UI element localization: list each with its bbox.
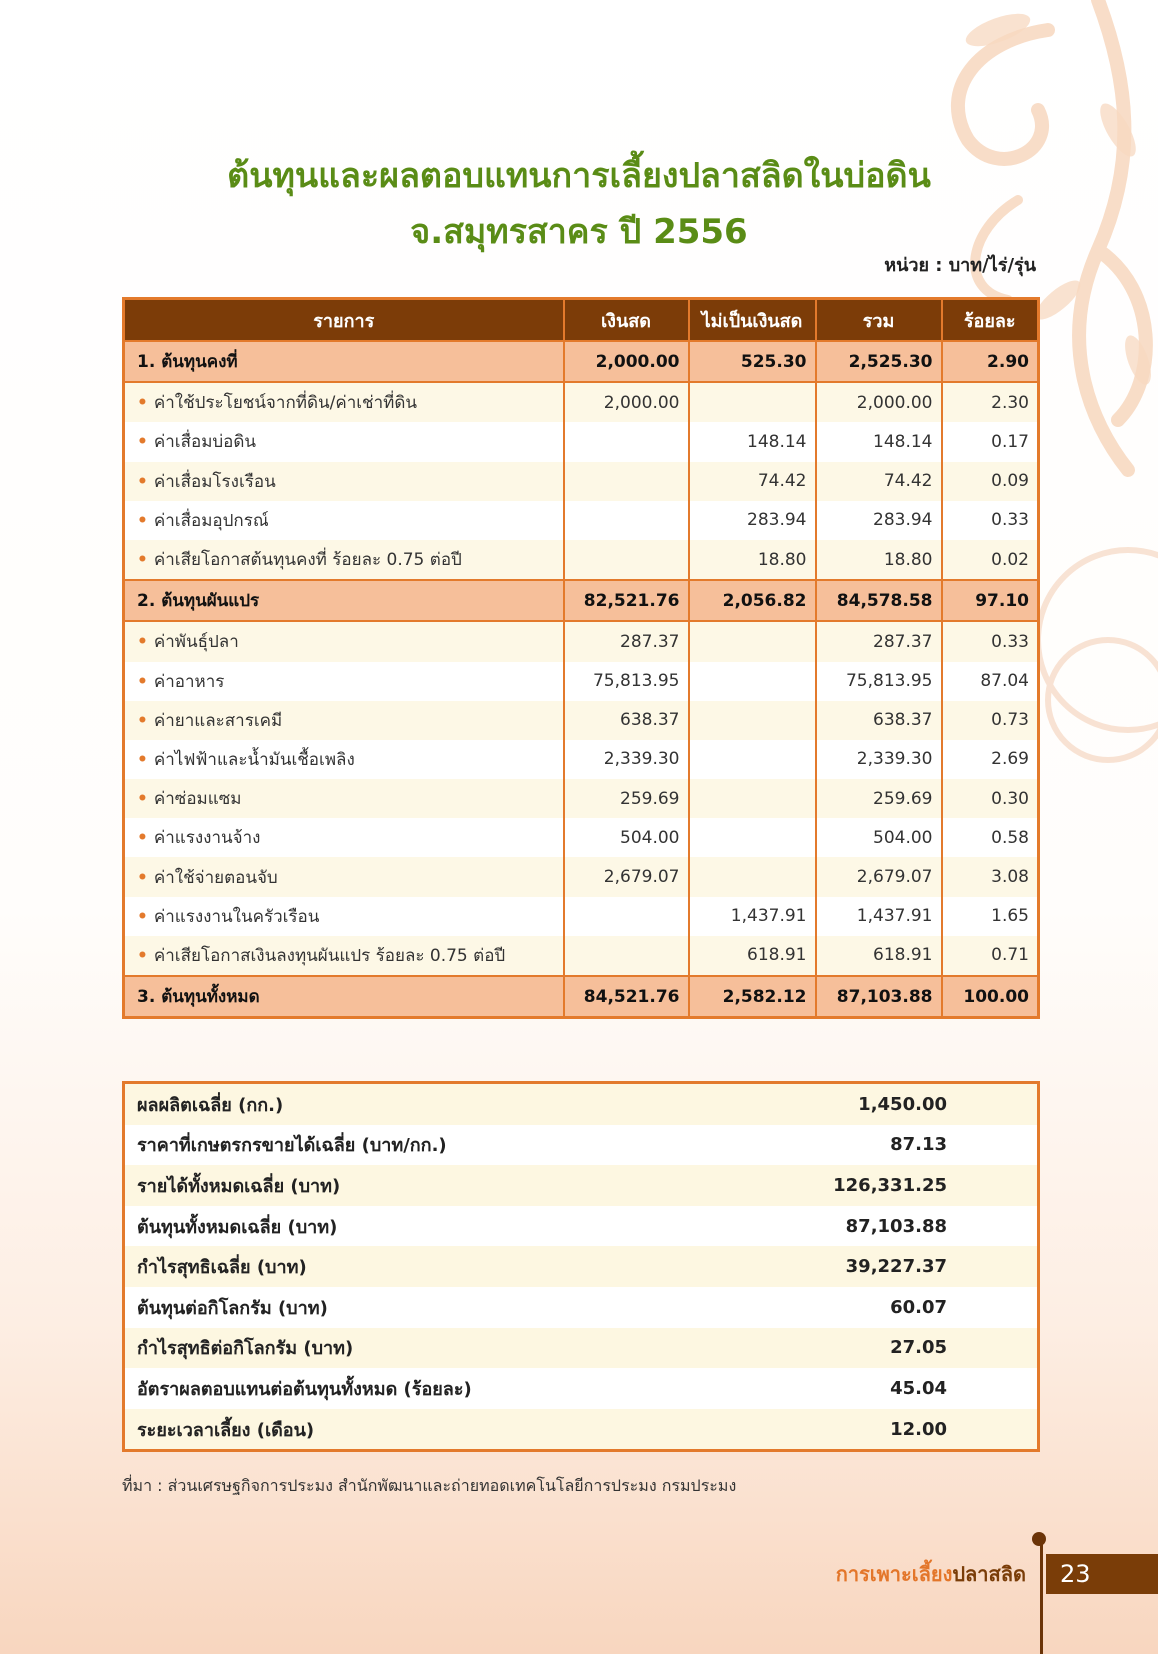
cell-percent: 2.69 <box>942 740 1039 779</box>
cell-percent: 0.17 <box>942 422 1039 461</box>
bullet-icon: • <box>137 632 148 653</box>
bullet-icon: • <box>137 432 148 453</box>
cell-cash: 287.37 <box>564 621 689 661</box>
cell-percent: 2.30 <box>942 382 1039 422</box>
summary-row <box>124 1368 1039 1409</box>
cell-cash: 2,339.30 <box>564 740 689 779</box>
header-cash: เงินสด <box>564 299 689 342</box>
summary-label: ผลผลิตเฉลี่ย (กก.) <box>124 1083 744 1125</box>
cell-percent: 97.10 <box>942 580 1039 621</box>
summary-value: 12.00 <box>744 1409 1039 1451</box>
summary-row <box>124 1165 1039 1206</box>
cell-cash: 75,813.95 <box>564 662 689 701</box>
bullet-icon: • <box>137 710 148 731</box>
cell-cash <box>564 462 689 501</box>
cell-noncash: 2,582.12 <box>689 976 816 1018</box>
row-label: • ค่าเสื่อมอุปกรณ์ <box>124 501 564 540</box>
header-percent: ร้อยละ <box>942 299 1039 342</box>
summary-row <box>124 1409 1039 1451</box>
cell-total: 75,813.95 <box>816 662 942 701</box>
cell-total: 74.42 <box>816 462 942 501</box>
bullet-icon: • <box>137 789 148 810</box>
bullet-icon: • <box>137 828 148 849</box>
summary-value: 87.13 <box>744 1125 1039 1166</box>
section-label: 3. ต้นทุนทั้งหมด <box>124 976 564 1018</box>
cell-cash <box>564 540 689 580</box>
cell-total: 2,000.00 <box>816 382 942 422</box>
title-line-1: ต้นทุนและผลตอบแทนการเลี้ยงปลาสลิดในบ่อดิน <box>227 156 931 196</box>
cell-percent: 87.04 <box>942 662 1039 701</box>
row-label: • ค่าใช้จ่ายตอนจับ <box>124 857 564 896</box>
summary-row <box>124 1083 1039 1125</box>
summary-label: กำไรสุทธิต่อกิโลกรัม (บาท) <box>124 1328 744 1369</box>
row-label: • ค่าเสื่อมโรงเรือน <box>124 462 564 501</box>
summary-label: ต้นทุนต่อกิโลกรัม (บาท) <box>124 1287 744 1328</box>
cell-noncash: 283.94 <box>689 501 816 540</box>
cell-total: 148.14 <box>816 422 942 461</box>
bullet-icon: • <box>137 906 148 927</box>
row-label: • ค่าไฟฟ้าและน้ำมันเชื้อเพลิง <box>124 740 564 779</box>
footer-title-prefix: การเพาะเลี้ยง <box>835 1562 953 1586</box>
cell-total: 2,339.30 <box>816 740 942 779</box>
cell-total: 87,103.88 <box>816 976 942 1018</box>
row-label: • ค่าเสียโอกาสเงินลงทุนผันแปร ร้อยละ 0.75 ต่อปี <box>124 936 564 976</box>
summary-value: 87,103.88 <box>744 1206 1039 1247</box>
source-note: ที่มา : ส่วนเศรษฐกิจการประมง สำนักพัฒนาและถ่ายทอดเทคโนโลยีการประมง กรมประมง <box>122 1476 737 1495</box>
row-label: • ค่าแรงงานในครัวเรือน <box>124 897 564 936</box>
summary-row <box>124 1206 1039 1247</box>
summary-row <box>124 1246 1039 1287</box>
cell-noncash <box>689 857 816 896</box>
table-row <box>124 936 1039 976</box>
table-row <box>124 818 1039 857</box>
cell-cash: 84,521.76 <box>564 976 689 1018</box>
section-row-total-cost <box>124 976 1039 1018</box>
table-row <box>124 740 1039 779</box>
cell-noncash: 148.14 <box>689 422 816 461</box>
cell-total: 287.37 <box>816 621 942 661</box>
cell-noncash <box>689 818 816 857</box>
cell-noncash <box>689 662 816 701</box>
table-row <box>124 540 1039 580</box>
summary-table <box>122 1081 1040 1452</box>
summary-label: กำไรสุทธิเฉลี่ย (บาท) <box>124 1246 744 1287</box>
table-row <box>124 621 1039 661</box>
cell-total: 2,679.07 <box>816 857 942 896</box>
cell-cash: 2,679.07 <box>564 857 689 896</box>
cell-total: 283.94 <box>816 501 942 540</box>
cell-noncash <box>689 740 816 779</box>
header-noncash: ไม่เป็นเงินสด <box>689 299 816 342</box>
table-row <box>124 382 1039 422</box>
summary-value: 60.07 <box>744 1287 1039 1328</box>
page-number: 23 <box>1046 1554 1158 1594</box>
cell-noncash: 525.30 <box>689 341 816 382</box>
cell-cash: 82,521.76 <box>564 580 689 621</box>
cost-table <box>122 297 1040 1019</box>
cell-noncash <box>689 779 816 818</box>
cell-noncash: 18.80 <box>689 540 816 580</box>
cell-noncash: 2,056.82 <box>689 580 816 621</box>
cell-noncash <box>689 701 816 740</box>
cell-percent: 0.09 <box>942 462 1039 501</box>
bullet-icon: • <box>137 749 148 770</box>
cell-percent: 0.33 <box>942 621 1039 661</box>
row-label: • ค่าเสียโอกาสต้นทุนคงที่ ร้อยละ 0.75 ต่อปี <box>124 540 564 580</box>
table-row <box>124 422 1039 461</box>
summary-row <box>124 1287 1039 1328</box>
footer-divider <box>1040 1538 1043 1654</box>
cell-percent: 0.02 <box>942 540 1039 580</box>
section-row-variable-cost <box>124 580 1039 621</box>
cell-cash: 259.69 <box>564 779 689 818</box>
cell-total: 84,578.58 <box>816 580 942 621</box>
cell-total: 18.80 <box>816 540 942 580</box>
page-title <box>0 148 1158 260</box>
summary-label: อัตราผลตอบแทนต่อต้นทุนทั้งหมด (ร้อยละ) <box>124 1368 744 1409</box>
summary-value: 1,450.00 <box>744 1083 1039 1125</box>
cell-cash <box>564 501 689 540</box>
table-row <box>124 501 1039 540</box>
cell-percent: 0.58 <box>942 818 1039 857</box>
cell-percent: 3.08 <box>942 857 1039 896</box>
cell-cash: 504.00 <box>564 818 689 857</box>
cell-total: 618.91 <box>816 936 942 976</box>
section-label: 2. ต้นทุนผันแปร <box>124 580 564 621</box>
row-label: • ค่าใช้ประโยชน์จากที่ดิน/ค่าเช่าที่ดิน <box>124 382 564 422</box>
summary-label: ระยะเวลาเลี้ยง (เดือน) <box>124 1409 744 1451</box>
cell-percent: 0.30 <box>942 779 1039 818</box>
summary-value: 27.05 <box>744 1328 1039 1369</box>
cell-percent: 100.00 <box>942 976 1039 1018</box>
table-row <box>124 462 1039 501</box>
cell-cash: 2,000.00 <box>564 382 689 422</box>
cell-cash <box>564 936 689 976</box>
title-line-2: จ.สมุทรสาคร ปี 2556 <box>410 212 748 252</box>
summary-value: 39,227.37 <box>744 1246 1039 1287</box>
bullet-icon: • <box>137 393 148 414</box>
cell-total: 259.69 <box>816 779 942 818</box>
cell-percent: 0.73 <box>942 701 1039 740</box>
cell-noncash <box>689 621 816 661</box>
row-label: • ค่าซ่อมแซม <box>124 779 564 818</box>
summary-value: 45.04 <box>744 1368 1039 1409</box>
row-label: • ค่าเสื่อมบ่อดิน <box>124 422 564 461</box>
header-total: รวม <box>816 299 942 342</box>
cell-percent: 2.90 <box>942 341 1039 382</box>
cell-cash: 2,000.00 <box>564 341 689 382</box>
summary-row <box>124 1125 1039 1166</box>
cell-percent: 0.33 <box>942 501 1039 540</box>
summary-label: ต้นทุนทั้งหมดเฉลี่ย (บาท) <box>124 1206 744 1247</box>
summary-value: 126,331.25 <box>744 1165 1039 1206</box>
table-row <box>124 897 1039 936</box>
cell-total: 638.37 <box>816 701 942 740</box>
footer-book-title <box>836 1558 1026 1590</box>
cell-noncash: 74.42 <box>689 462 816 501</box>
bullet-icon: • <box>137 867 148 888</box>
unit-label: หน่วย : บาท/ไร่/รุ่น <box>884 255 1036 276</box>
row-label: • ค่าแรงงานจ้าง <box>124 818 564 857</box>
cell-cash <box>564 422 689 461</box>
summary-label: ราคาที่เกษตรกรขายได้เฉลี่ย (บาท/กก.) <box>124 1125 744 1166</box>
bullet-icon: • <box>137 945 148 966</box>
table-row <box>124 779 1039 818</box>
cell-noncash: 1,437.91 <box>689 897 816 936</box>
cell-total: 2,525.30 <box>816 341 942 382</box>
table-row <box>124 701 1039 740</box>
bullet-icon: • <box>137 510 148 531</box>
row-label: • ค่าอาหาร <box>124 662 564 701</box>
summary-label: รายได้ทั้งหมดเฉลี่ย (บาท) <box>124 1165 744 1206</box>
header-item: รายการ <box>124 299 564 342</box>
cell-cash <box>564 897 689 936</box>
cell-cash: 638.37 <box>564 701 689 740</box>
footer-dot-icon <box>1032 1532 1046 1546</box>
cell-total: 504.00 <box>816 818 942 857</box>
cell-noncash <box>689 382 816 422</box>
row-label: • ค่ายาและสารเคมี <box>124 701 564 740</box>
cell-total: 1,437.91 <box>816 897 942 936</box>
bullet-icon: • <box>137 550 148 571</box>
bullet-icon: • <box>137 671 148 692</box>
table-row <box>124 857 1039 896</box>
section-row-fixed-cost <box>124 341 1039 382</box>
summary-row <box>124 1328 1039 1369</box>
row-label: • ค่าพันธุ์ปลา <box>124 621 564 661</box>
section-label: 1. ต้นทุนคงที่ <box>124 341 564 382</box>
bullet-icon: • <box>137 471 148 492</box>
table-row <box>124 662 1039 701</box>
cell-percent: 1.65 <box>942 897 1039 936</box>
cell-percent: 0.71 <box>942 936 1039 976</box>
cell-noncash: 618.91 <box>689 936 816 976</box>
footer-title-highlight: ปลาสลิด <box>952 1562 1026 1586</box>
cost-table-header-row <box>124 299 1039 342</box>
